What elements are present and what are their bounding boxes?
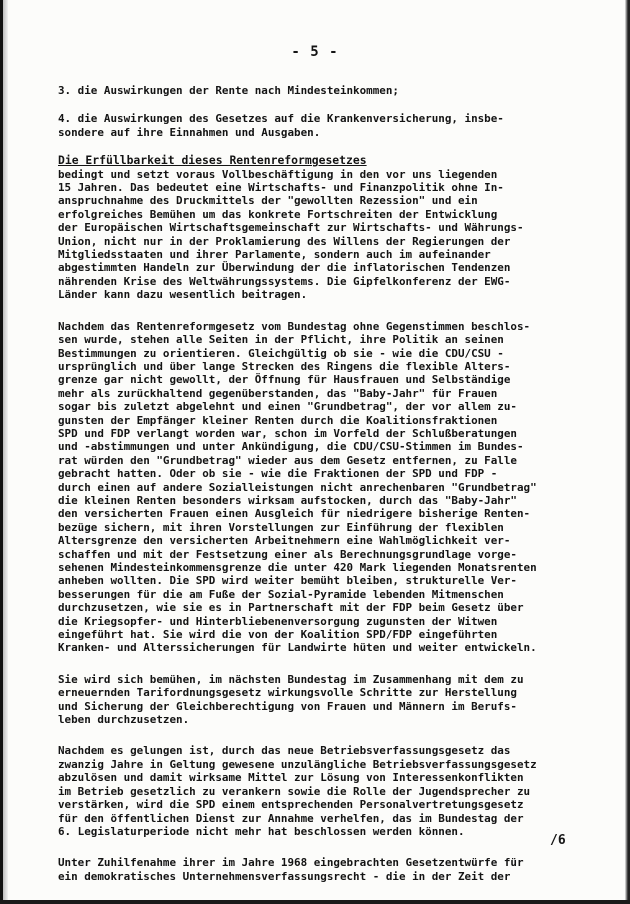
text-line: zwanzig Jahre in Geltung gewesene unzulängliche Betriebsverfassungsgesetz xyxy=(58,757,537,771)
text-line: durch einen auf andere Sozialleistungen nicht anrechenbaren "Grundbetrag" xyxy=(58,480,537,494)
text-line: abgestimmten Handeln zur Überwindung der die inflatorischen Tendenzen xyxy=(58,261,511,275)
text-line: sen wurde, stehen alle Seiten in der Pflicht, ihre Politik an seinen xyxy=(58,333,504,347)
text-line: erfolgreiches Bemühen um das konkrete Fortschreiten der Entwicklung xyxy=(58,207,498,221)
scan-bottom-edge xyxy=(0,900,630,904)
text-line: ein demokratisches Unternehmensverfassungsrecht - die in der Zeit der xyxy=(58,869,511,883)
scan-right-edge xyxy=(625,0,630,904)
text-line: Mitgliedsstaaten und ihrer Parlamente, sondern auch im aufeinander xyxy=(58,248,491,262)
text-line: anspruchnahme des Druckmittels der "gewollten Rezession" und ein xyxy=(58,194,478,208)
text-line: Altersgrenze den versicherten Arbeitnehmern eine Wahlmöglichkeit ver- xyxy=(58,534,511,548)
text-line: 6. Legislaturperiode nicht mehr hat beschlossen werden können. xyxy=(58,824,465,838)
text-line: schaffen und mit der Festsetzung einer als Berechnungsgrundlage vorge- xyxy=(58,547,517,561)
text-line: die kleinen Renten besonders wirksam aufstocken, durch das "Baby-Jahr" xyxy=(58,493,517,507)
text-line: eingeführt hat. Sie wird die von der Koalition SPD/FDP eingeführten xyxy=(58,628,498,642)
text-line: nährenden Krise des Weltwährungssystems. Die Gipfelkonferenz der EWG- xyxy=(58,274,511,288)
paragraph xyxy=(58,673,603,727)
text-line: sondere auf ihre Einnahmen und Ausgaben. xyxy=(58,125,321,139)
continuation-marker: /6 xyxy=(550,833,566,848)
paragraph xyxy=(58,168,603,302)
paragraph xyxy=(58,856,603,883)
text-line: Union, nicht nur in der Proklamierung des Willens der Regierungen der xyxy=(58,234,511,248)
section-heading: Die Erfüllbarkeit dieses Rentenreformgesetzes xyxy=(58,153,367,168)
text-line: 15 Jahren. Das bedeutet eine Wirtschafts- und Finanzpolitik ohne In- xyxy=(58,181,504,195)
text-line: Länder kann dazu wesentlich beitragen. xyxy=(58,288,308,302)
text-line: den versicherten Frauen einen Ausgleich für niedrigere bisherige Renten- xyxy=(58,507,531,521)
text-line: erneuernden Tarifordnungsgesetz wirkungsvolle Schritte zur Herstellung xyxy=(58,686,517,700)
scan-left-edge xyxy=(0,0,8,904)
text-line: mehr als zurückhaltend gegenüberstanden, das "Baby-Jahr" für Frauen xyxy=(58,386,498,400)
text-line: SPD und FDP verlangt worden war, schon im Vorfeld der Schlußberatungen xyxy=(58,426,517,440)
text-line: gebracht hatten. Oder ob sie - wie die Fraktionen der SPD und FDP - xyxy=(58,467,498,481)
text-line: anheben wollten. Die SPD wird weiter bemüht bleiben, strukturelle Ver- xyxy=(58,574,517,588)
text-line: Nachdem es gelungen ist, durch das neue Betriebsverfassungsgesetz das xyxy=(58,744,511,758)
document-body xyxy=(58,84,603,883)
text-line: grenze gar nicht gewollt, der Öffnung für Hausfrauen und Selbständige xyxy=(58,373,511,387)
list-item-4 xyxy=(58,112,603,139)
text-line: verstärken, wird die SPD einem entsprechenden Personalvertretungsgesetz xyxy=(58,798,524,812)
text-line: sogar bis zuletzt abgelehnt und einen "Grundbetrag", der vor allem zu- xyxy=(58,400,517,414)
text-line: und -abstimmungen und unter Ankündigung, die CDU/CSU-Stimmen im Bundes- xyxy=(58,440,524,454)
paragraph xyxy=(58,320,603,655)
text-line: im Betrieb gesetzlich zu verankern sowie die Rolle der Jugendsprecher zu xyxy=(58,784,531,798)
page-number: - 5 - xyxy=(291,44,339,60)
text-line: bedingt und setzt voraus Vollbeschäftigung in den vor uns liegenden xyxy=(58,167,498,181)
paragraph xyxy=(58,744,603,838)
text-line: der Europäischen Wirtschaftsgemeinschaft zur Wirtschafts- und Währungs- xyxy=(58,221,524,235)
text-line: 4. die Auswirkungen des Gesetzes auf die Krankenversicherung, insbe- xyxy=(58,112,504,126)
text-line: leben durchzusetzen. xyxy=(58,713,190,727)
text-line: und Sicherung der Gleichberechtigung von Frauen und Männern im Berufs- xyxy=(58,699,517,713)
text-line: bezüge sichern, mit ihren Vorstellungen zur Einführung der flexiblen xyxy=(58,520,504,534)
text-line: gunsten der Empfänger kleiner Renten durch die Koalitionsfraktionen xyxy=(58,413,498,427)
text-line: ursprünglich und über lange Strecken des Ringens die flexible Alters- xyxy=(58,359,511,373)
text-line: rat würden den "Grundbetrag" wieder aus dem Gesetz entfernen, zu Falle xyxy=(58,453,517,467)
list-item-3 xyxy=(58,84,603,97)
text-line: die Kriegsopfer- und Hinterbliebenenversorgung zugunsten der Witwen xyxy=(58,614,498,628)
text-line: Kranken- und Alterssicherungen für Landwirte hüten und weiter entwickeln. xyxy=(58,641,537,655)
text-line: Nachdem das Rentenreformgesetz vom Bundestag ohne Gegenstimmen beschlos- xyxy=(58,319,531,333)
text-line: sehenen Mindesteinkommensgrenze die unter 420 Mark liegenden Monatsrenten xyxy=(58,561,537,574)
text-line: durchzusetzen, wie sie es in Partnerschaft mit der FDP beim Gesetz über xyxy=(58,601,524,615)
text-line: für den öffentlichen Dienst zur Annahme verhelfen, das im Bundestag der xyxy=(58,811,524,825)
text-line: Bestimmungen zu orientieren. Gleichgültig ob sie - wie die CDU/CSU - xyxy=(58,346,504,360)
text-line: besserungen für die am Fuße der Sozial-Pyramide lebenden Mitmenschen xyxy=(58,587,504,601)
text-line: Sie wird sich bemühen, im nächsten Bundestag im Zusammenhang mit dem zu xyxy=(58,672,524,686)
text-line: 3. die Auswirkungen der Rente nach Mindesteinkommen; xyxy=(58,84,399,97)
text-line: Unter Zuhilfenahme ihrer im Jahre 1968 eingebrachten Gesetzentwürfe für xyxy=(58,856,524,870)
text-line: abzulösen und damit wirksame Mittel zur Lösung von Interessenkonflikten xyxy=(58,771,524,785)
